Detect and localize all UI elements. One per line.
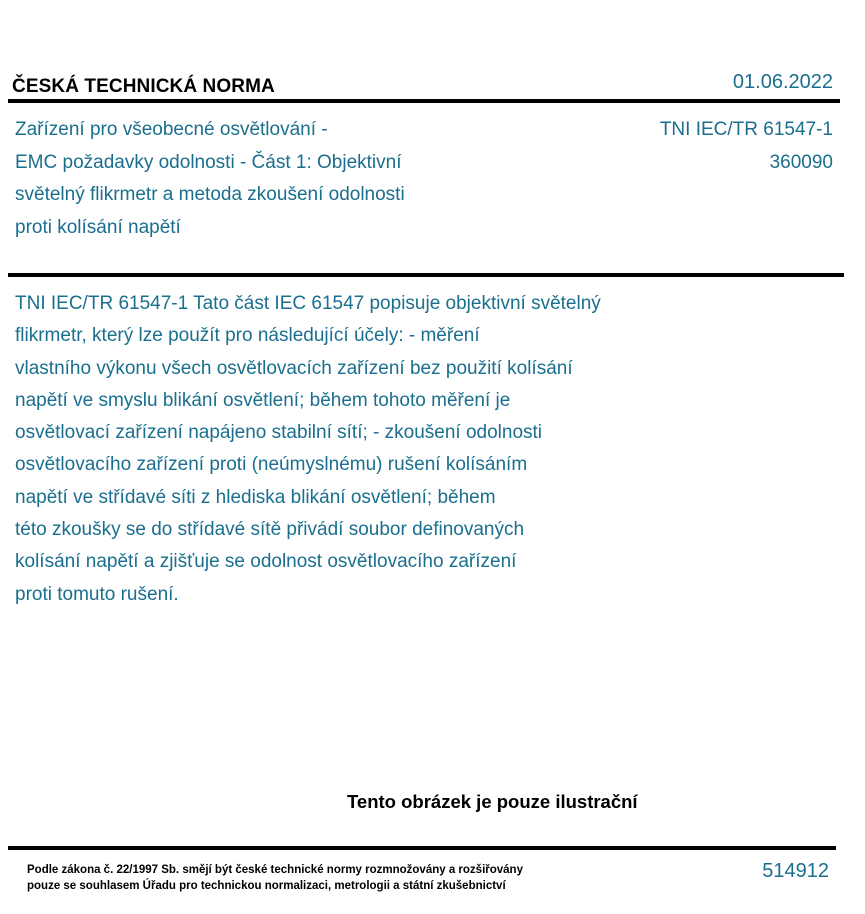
title-line: EMC požadavky odolnosti - Část 1: Objektivní: [15, 151, 402, 173]
header-divider: [8, 99, 840, 103]
legal-line: Podle zákona č. 22/1997 Sb. smějí být české technické normy rozmnožovány a rozšiřovány: [27, 864, 523, 876]
illustration-note: Tento obrázek je pouze ilustrační: [347, 791, 638, 812]
legal-notice: [27, 862, 523, 894]
publication-date: 01.06.2022: [732, 71, 833, 93]
title-line: Zařízení pro všeobecné osvětlování -: [15, 119, 328, 140]
standard-identifiers: [660, 114, 833, 179]
header-label: ČESKÁ TECHNICKÁ NORMA: [12, 76, 275, 97]
footer-divider: [8, 846, 836, 850]
classification-code: 360090: [769, 151, 833, 173]
abstract-line: flikrmetr, který lze použít pro následující účely: - měření: [15, 325, 480, 347]
abstract-line: kolísání napětí a zjišťuje se odolnost osvětlovacího zařízení: [15, 551, 517, 573]
abstract: [15, 288, 601, 611]
standard-title: [15, 114, 405, 244]
abstract-line: proti tomuto rušení.: [15, 583, 179, 605]
title-divider: [8, 273, 844, 277]
standard-number: TNI IEC/TR 61547-1: [659, 119, 833, 140]
abstract-line: napětí ve střídavé síti z hlediska blikání osvětlení; během: [15, 486, 496, 508]
title-line: světelný flikrmetr a metoda zkoušení odolnosti: [15, 184, 405, 205]
abstract-line: vlastního výkonu všech osvětlovacích zařízení bez použití kolísání: [15, 357, 573, 379]
abstract-line: napětí ve smyslu blikání osvětlení; během tohoto měření je: [15, 389, 511, 411]
title-line: proti kolísání napětí: [15, 216, 181, 238]
abstract-line: osvětlovacího zařízení proti (neúmyslnému) rušení kolísáním: [15, 454, 528, 476]
abstract-line: této zkoušky se do střídavé sítě přivádí soubor definovaných: [15, 519, 525, 541]
legal-line: pouze se souhlasem Úřadu pro technickou normalizaci, metrologii a státní zkušebnictví: [27, 880, 506, 892]
abstract-line: TNI IEC/TR 61547-1 Tato část IEC 61547 popisuje objektivní světelný: [15, 293, 601, 314]
abstract-line: osvětlovací zařízení napájeno stabilní sítí; - zkoušení odolnosti: [15, 422, 543, 444]
document-id: 514912: [762, 860, 829, 882]
